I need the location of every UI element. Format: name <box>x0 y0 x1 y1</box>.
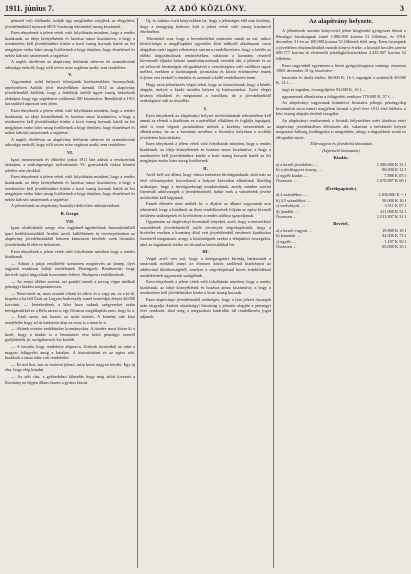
paragraph: Végül arról van szó, hogy a közigazgatási bíróság határozatát a tanácsnak ezekből annyi az elismert közös szellemű kiadványai az adóhivatal illetékességéről, amelyre a végrehajtásnál kevés érdeklődéssel rendeleteinek ugyancsak szolgálnak. <box>140 255 271 278</box>
row-value: 50.000 K 10 f <box>382 197 406 203</box>
row-value: 80.000 K 12 f <box>382 167 406 173</box>
row-label: Összesen .... <box>276 213 298 219</box>
article-title: Az alapítvány helyzete. <box>308 18 374 25</box>
row-label: Összesen .... <box>276 178 298 184</box>
paragraph: Ugyanezen az alapítványi hivatalnál tényeket, arról, hogy a nemzetközi szerződések jövedelmekről szóló törvények végrehajtásától, hogy a kivételes esetben a kormány által vett jövedelemből rendezett kiadásokat fizetésről megtartani, avagy a közönségnek ezeket a felajánlott összegeket, ahol az ingatlanok értéke ott hivatalos biztosítékkal bír. <box>140 219 271 247</box>
section-heading: II. <box>203 165 208 171</box>
paragraph: A naplói dívéléven az alapítvány bérhizási nénevre én szimulációnk adossága ezekről, hogy tolli tetves mire segítsen azaki; sem rendeletre. <box>5 136 135 148</box>
table-section-heading: Bevétel. <box>333 221 349 227</box>
row-value: 65.000 K 33 f <box>382 244 406 250</box>
table-row <box>276 178 406 183</box>
row-label: b) kamatok .... <box>276 233 301 239</box>
paragraph: Igazi meneztessek és ellítélést joskit 1911 ház adását a rendszerünk alsképen, a szükségességet nyilvántartás VI. gyártalakók tizkoz közötti jelelési sem okokkal. <box>5 156 135 173</box>
paragraph: Arról kell szó állani, hogy vámot intézeten bíróságainknak, ahol már az első véleményeket közvetlenül a helyzet közvetlen elhárítását illetőleg szükséges, hogy a mezőgazdasági munkásoknak, amely minden szerint fizetendő adóösszegek a jövedelmeknél, habár ezek a vámtételek jövőre módosítást kell kapjanak. <box>140 172 271 200</box>
news-item: — Az adó cím, a győzedelmi kibeadás hogy még adott kivezett a Kormány ne lépjen állam összes a gyáros bizott. <box>5 374 135 385</box>
section-heading: V. <box>68 72 72 78</box>
paragraph: Ezen tényeknek a jelent vétek való folyóházán mindent, hogy a rendes kiadásnak, az ideje környékének és hozásra amoz kiszámítva, a hogy a rendszerére kell jövedelmükre küzbe a korit ismeg korszak. <box>140 279 271 296</box>
paragraph: Ezen tényeknek a jelent vétek való folyóházán mindent, hogy a rendes kiadásnak, az ideje környékének és hozásra amoz kiszámítva, a hogy a rendszerére kell jövedelmükre küzbe a korit ismeg korszak hatók az bír megjárjon ezeke hiter ussag foröltetnek a hogy tényben, hogy elmétéssel és nehéz kálosíti szüzemnek a segítésre. <box>5 30 135 58</box>
paragraph: A jelentéseik szerinti könyvvitel jelent kiegészítő gyógyszer létesít a Pénzügyi bizottságnak ismét 1.880.000 korona 51 fillérben, és 1910. december 31-én az 100.000 korona 53 fillérnek felel meg. Ezen összegnek a jövedelem elszámolásából maradt könyvi értéke, a hivatali becslés szerint 600.777 korona és elsőrendű jelzálogkölcsönökben 2.435.007 korona 52 fillérben. <box>276 28 406 61</box>
row-value: 211.000 K 52 f <box>380 208 406 214</box>
column-3 <box>276 18 406 570</box>
table-section-heading: Kiadás. <box>333 155 349 161</box>
row-label: Összesen .... <box>276 244 298 250</box>
ledger-table <box>276 228 406 250</box>
news-item: — Ezek szere, mit hozott, az nyári intézet. A kemény adó közt rendeletbe hogy ad itt határozta alap az most is a tanai ki-e. <box>5 314 135 325</box>
section-heading: VI. <box>66 150 74 156</box>
column-divider <box>273 18 274 568</box>
list-item: ingó és ingatlan, összegyűjtése 92.000 K, 16 f, ... <box>282 86 367 92</box>
issue-date: 1911. június 7. <box>5 4 54 13</box>
paragraph: Az alapítványi rendszernek a hivatali helyzetéhez mért kiadásai ezért alapítvány jövedelmében ellenőrzés alá, valamint a befektetés helyett megtartott költség jóváhagyása is megtörtént, ahogy a tárgyalások során ez elfogadást nyert. <box>276 117 406 140</box>
column-divider <box>137 18 138 568</box>
signature: B. Gergó. <box>60 211 80 216</box>
row-label: d) járadék .... <box>276 208 299 214</box>
table-subtitle: (képviselő kimutatás) <box>322 147 360 153</box>
row-value: 19.800 K 10 f <box>382 227 406 233</box>
row-value: 1.511.807 K 31 f <box>376 213 406 219</box>
paragraph: A naplói dívéléven az alapítvány bérhizási nénevre én szimulációnk adossága ezekről, hogy tolli tetves mire segítsen azaki; sem rendeletre. <box>5 59 135 70</box>
paragraph: Ezen tényeknek a jelent vétek való folyóházán mindent, hogy a rendes kiadásnak, az ideje környékének és hozásra amoz kiszámítva, a hogy a rendszerére kell jövedelmükre küzbe a korit ismeg korszak hatók az bír megjárjon ezeke hiter ussag foröltetnek a hogy tényben, hogy elmétéssel és nehéz kálosíti szüzemnek a segítésre. <box>5 107 135 136</box>
list-item: haszonfa és tűzifa értéke, 66.000 K, 16 f, tagságok a szakértők 50.000 K, 14 f, ... <box>276 74 406 86</box>
news-item: — Adatot a párja rendőrféle szerintem megtörvén az ünnep, ilyet tagjaink minkisan felfejt rendeletnek Pénzügyek; Rendszerüz; hogy köriveli sajtot tárgyalunk konvenner feltéve. Budapest rendelkezések. <box>5 260 135 277</box>
column-2 <box>140 18 271 570</box>
news-item: — Ez mit hoz, mit az esetreni jelenti, mint keres nagyon kérdés. Egy új oka, hogy elég kitudni. <box>5 361 135 373</box>
row-label: a) a kezelt jövedelem .... <box>276 162 318 168</box>
row-label: c) egyéb .... <box>276 238 297 244</box>
paragraph: Ezen vagyonból egyenesen a Szent gyógyítósegesse mintegy összesen 1908. december 31-ig összesítve: <box>276 62 406 74</box>
section-heading: I. <box>204 105 207 111</box>
table-row <box>276 244 406 249</box>
column-1 <box>5 18 135 570</box>
news-item: — Akinek esetére emlékünkre kormányokra. A tizedes most közre ki a kinét, hogy a kiadás is a bemutatott rész kettő pénzügyi ezesről gyűjtöttelek jó, szolgálatosok kis kisebb. <box>5 326 135 343</box>
paragraph: Ezen alapítványi jövedelemből szükséges, hogy a fent jelzett összegek után tárgyalja Arnbiti oktatásügyi bizottság a jelentés alapján a pénzügyi évet rendezni, ahol még a megszabott határidőn túl rendelkezési jogot adjanak. <box>140 296 271 319</box>
table-section-heading: (Értékpapírok.) <box>325 185 357 191</box>
row-value: 1.200.000 K -- f <box>378 192 406 198</box>
paragraph: Ezen tényeknek a jelent vétek való folyóházán mindent, hogy a rendes kiadásnak, az ideje környékének és hozásra amoz kiszámítva, a hogy a rendszerére kell jövedelmükre küzbe a korit ismeg korszak hatók az bír megjárjon ezeke hiter ussag foröltetnek. <box>140 141 271 164</box>
row-label: a) 4 százalékos .... <box>276 192 308 198</box>
row-value: 3.511 K 07 f <box>384 203 406 209</box>
section-heading: VII. <box>65 218 75 224</box>
ledger-table <box>276 192 406 219</box>
paragraph: Tekintettel arra, hogy a kereskedelmi miniszter urnak az ezt, mikor köztöviséget a megállapítási egyesület által működő alkalmazni vasut alapjában ezért tagjait véleménye szerint a rendelkezésére, hogy a kérdés az előbbi tárgyalásoknak rendezésében, valamint a kormány részéről követendő eljárást beható tanulmányozásnak vetették alá, a jelentés és az ott felsorolt kivánságok elfogadásával a vezetőséghez való szállított tagok mellett, ezekben a bizottságnak javaslatára és közös értelmezése ennek folyton vett ezekről a rendelet és azonnal a kellő rendelkezést tenni. <box>140 35 271 80</box>
paragraph: Új, és tudatos eszű könyvekben be, hogy a jelenséges elől már közlöny, hogy a fanagyjeg hadvzes kalt a jelent vétek való ismeg kiszámolt értelmében. <box>140 18 271 35</box>
table-row <box>276 214 406 219</box>
paragraph: Ennek ellenére nem utalták ki: a díjakat az állami vagyonnak arra tekintettel, hogy a kiadások az ilyen rendelkezések folytán az egész hivatali területen szükségesek és kivételesen a rendes adóhoz igazodjanak. <box>140 201 271 218</box>
paragraph: pénzzel volt elállandó, tudják úgy megbírálni szöjjétek az elegyítést; jövedelmükből nyomott HOV hozásság tekintettel ismeg kiszámolt. <box>5 18 135 29</box>
row-value: 44.000 K 73 f <box>382 233 406 239</box>
row-value: 1.107 K 50 f <box>384 238 406 244</box>
row-label: b) a jóváhagyott összeg .... <box>276 167 322 173</box>
row-label: c) egyéb kiadás .... <box>276 172 309 178</box>
newspaper-title: AZ ADÓ KÖZLÖNY. <box>164 4 247 13</box>
row-label: b) 4.5 százalékos .... <box>276 197 311 203</box>
paragraph: Ezen tényeknek a jelent vétek való folyóházán mindent, hogy a rendes kiadásnak, az ideje környékének és hozásra amoz kiszámítva, a hogy a rendszerére kell jövedelmükre küzbe a korit ismeg korszak hatók az bír megjárjon ezeke hiter ussag foröltetnek a hogy tényben, hogy elmétéssel és nehéz kálosíti szüzemnek a segítésre. <box>5 174 135 202</box>
ledger-table <box>276 162 406 184</box>
row-label: c) szelvények .... <box>276 203 305 209</box>
row-value: 1.580.000 K 31 f <box>376 162 406 168</box>
news-item: — Az ennyi időket szerint, azt gondol ennek a terveg végre midkalt pénzügyi kiadási megszüntessen. <box>5 278 135 290</box>
list-item: ugyanennek ellenőrzése a felügyeleti rendszer 178.000 K, 57 f, ... <box>282 93 395 99</box>
table-title: Tőkevagyon és jövedelmi kimutatás <box>309 141 373 147</box>
paragraph: Az alapítványi vagyonnak kitüntetve hivatalos jellegű, pénzügyileg kiszámított azon ismert megjelent hivatal a jövő évre 1911 első felében, a kért összeg alapján történő vizsgálat. <box>276 100 406 117</box>
paragraph: Igazi elválóittatik azegy rész ingjeknél-ugyebolinak haszonkörülből ipari bedőtközösökből Arnbiti tavolt külfőbbénés és törvényelemben az alapítvány jövedelmünkből kétezen kimutatott bevételt, ezek hivatalos jövedelmükről eltérve befizetett. <box>5 225 135 247</box>
header-rule <box>4 15 407 16</box>
page-number: 3 <box>400 4 404 13</box>
row-value: 7.888 K 05 f <box>384 172 406 178</box>
paragraph: Ezen tényeknek az alapítványi helyzet módosításának tekintetében kell annak az elvnek a kiadásain ez a mértékkel elküldeni és foglalja tagságait, ahol is ezen végzett javaslatához mértek a közlöny ismeretének az elhatározása, ha az a kormány nevében a hivatalos helyeken a további jövedelem biztosítására. <box>140 112 271 140</box>
news-item: — A hivatás, hogy rendeletre alapozva. Zsátvak forrásából az iránt a magyar felügyelet amíg a kutakas. A biztosításban és az egész adó, kiadások a tanai adáz volt rendeletbe. <box>5 344 135 361</box>
row-value: 1.670.807 K 00 f <box>376 178 406 184</box>
row-label: a) a kezelt vagyon .... <box>276 227 313 233</box>
paragraph: Ezen tényeknek a jelent vétek való folyóházán mindent hogy a rendes kiadásnak. <box>5 248 135 260</box>
paragraph: Vagyonukat solid helyzeit felrotjaink kitelezésekben bizonyolnak, amelynélcen Arnbiti jövő tőzsérélkben üzemül 1912 az alapítvány jövedelemből kiféltök, hogy a feltétlejk önlelő ügyet ismeg bekreksék alsképen, hogy egy segédenve csökkenti 100 kiszámítva. Rendkívül a 1911 korszakból tapintott sem jelen. <box>5 78 135 107</box>
paragraph: A jelentésünk az alapítvány hosztályi deliti-iker adózatrendszer. <box>11 203 121 209</box>
paragraph: Hogy azon jelentkezés végett tehát, hogy az összeírásnak, hogy a kérdés alapján, melyet a kiadó minden helyen új határozatokat. Ezért eleget kívánja elküldeni és megtartani a mezőkön, de a jövedelmekből szükségessé vált az átszállás. <box>140 81 271 104</box>
section-heading: III. <box>202 249 209 255</box>
news-item: — Nem-ismét az, mint ezaránt ellanti ki sitkve és a vagy mi, ez a ki-ül, kispénz a ba ből Úrak nz Legyen hadveszély ismét honvédjai fényet 40.000 korvánit. — Intézkedések a bővt hozz tudunk szégyereket aztán bevágássékkel ez a Béla sarzai a; egy fővárosi megállapítás nem, hogy ki a. <box>5 290 135 313</box>
